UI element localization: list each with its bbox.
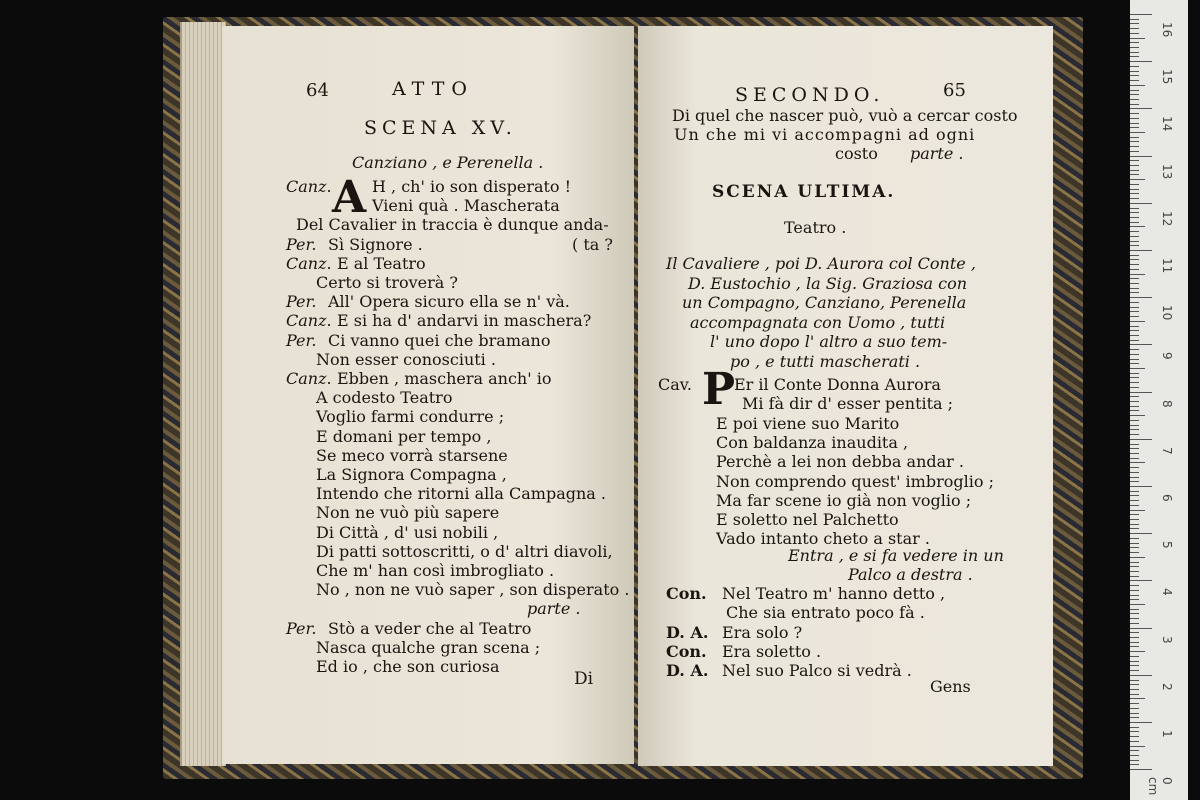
dialogue-text: Era solo ? (722, 622, 803, 642)
line-text: Stò a veder che al Teatro (328, 618, 532, 638)
ruler-tick (1130, 66, 1139, 67)
ruler-tick (1130, 576, 1139, 577)
line-text: Che m' han così imbrogliato . (316, 561, 555, 580)
ruler-tick (1130, 746, 1145, 747)
line-text: Di Città , d' usi nobili , (316, 522, 499, 542)
dialogue-text: Era soletto . (722, 641, 822, 661)
speaker-label: Canz. (286, 311, 332, 331)
ruler-tick (1130, 278, 1139, 279)
ruler-label: 1 (1160, 730, 1174, 738)
ruler-tick (1130, 203, 1152, 204)
line-text: Se meco vorrà starsene (316, 445, 508, 465)
verse-line: Ma far scene io già non voglio ; (716, 490, 972, 510)
ruler-tick (1130, 684, 1139, 685)
speaker-label: Cav. (658, 375, 693, 394)
scene-setting: Teatro . (784, 218, 847, 237)
ruler-tick (1130, 330, 1139, 331)
speaker-label: Canz. (286, 253, 332, 273)
catchword: Gens (930, 677, 971, 696)
ruler-tick (1130, 19, 1139, 20)
ruler-tick (1130, 434, 1139, 435)
ruler-tick (1130, 769, 1152, 770)
page-number: 65 (943, 80, 966, 101)
ruler-tick (1130, 410, 1139, 411)
ruler-tick (1130, 359, 1139, 360)
ruler-tick (1130, 566, 1139, 567)
stage-direction: Palco a destra . (848, 565, 973, 584)
ruler-tick (1130, 392, 1152, 393)
ruler-tick (1130, 33, 1139, 34)
ruler-tick (1130, 486, 1152, 487)
ruler-tick (1130, 736, 1139, 737)
ruler-tick (1130, 689, 1139, 690)
left-page (222, 26, 634, 764)
ruler-tick (1130, 741, 1139, 742)
ruler-tick (1130, 694, 1139, 695)
ruler-tick (1130, 141, 1139, 142)
ruler-tick (1130, 52, 1139, 53)
ruler-tick (1130, 61, 1152, 62)
ruler-tick (1130, 156, 1152, 157)
ruler-tick (1130, 151, 1139, 152)
ruler-label: 6 (1160, 494, 1174, 502)
line-text: parte . (527, 599, 581, 619)
ruler-label: 7 (1160, 446, 1174, 455)
ruler-tick (1130, 651, 1145, 652)
ruler-label: 16 (1160, 22, 1174, 38)
ruler-tick (1130, 472, 1139, 473)
ruler-tick (1130, 321, 1145, 322)
catchword: Di (574, 669, 594, 689)
ruler-tick (1130, 377, 1139, 378)
line-text: H , ch' io son disperato ! (372, 177, 572, 196)
ruler-tick (1130, 528, 1139, 529)
ruler-tick (1130, 656, 1139, 657)
ruler-tick (1130, 396, 1139, 397)
ruler-tick (1130, 538, 1139, 539)
speaker-label: Per. (286, 292, 317, 312)
ruler-tick (1130, 703, 1139, 704)
line-text: Sì Signore . (328, 234, 423, 254)
ruler-label: 10 (1160, 305, 1174, 321)
ruler-tick (1130, 595, 1139, 596)
ruler-tick (1130, 14, 1152, 15)
ruler-tick (1130, 571, 1139, 572)
ruler-tick (1130, 618, 1139, 619)
ruler-tick (1130, 373, 1139, 374)
ruler-tick (1130, 316, 1139, 317)
ruler-tick (1130, 755, 1139, 756)
ruler-tick (1130, 231, 1139, 232)
ruler-tick (1130, 38, 1145, 39)
cast-line: accompagnata con Uomo , tutti (690, 312, 946, 332)
speaker-label: Con. (666, 641, 707, 661)
line-text: La Signora Compagna , (316, 465, 507, 484)
ruler-tick (1130, 425, 1139, 426)
ruler-label: 13 (1160, 163, 1174, 179)
ruler-tick (1130, 75, 1139, 76)
ruler-tick (1130, 680, 1139, 681)
dialogue-text: Nel Teatro m' hanno detto , (722, 584, 946, 603)
ruler-tick (1130, 505, 1139, 506)
ruler-label: 4 (1160, 588, 1174, 597)
page-edges (180, 22, 226, 766)
ruler-tick (1130, 113, 1139, 114)
running-head: SECONDO. (735, 84, 885, 106)
ruler-tick (1130, 264, 1139, 265)
ruler-tick (1130, 675, 1152, 676)
ruler-tick (1130, 500, 1139, 501)
ruler-tick (1130, 458, 1139, 459)
ruler-label: 3 (1160, 635, 1174, 644)
ruler-tick (1130, 189, 1139, 190)
ruler-tick (1130, 42, 1139, 43)
speaker-label: Con. (666, 584, 707, 603)
ruler-tick (1130, 519, 1139, 520)
ruler-tick (1130, 297, 1152, 298)
line-text: Certo si troverà ? (316, 273, 458, 292)
ruler-tick (1130, 123, 1139, 124)
ruler-tick (1130, 713, 1139, 714)
ruler-tick (1130, 401, 1139, 402)
ruler-tick (1130, 604, 1145, 605)
ruler-tick (1130, 444, 1139, 445)
line-text: Non ne vuò più sapere (316, 503, 500, 523)
ruler-tick (1130, 717, 1139, 718)
stage-direction: Entra , e si fa vedere in un (788, 546, 1004, 565)
text-line: Un che mi vi accompagni ad ogni (674, 125, 976, 144)
line-text: Intendo che ritorni alla Campagna . (316, 484, 606, 504)
ruler-tick (1130, 108, 1152, 109)
ruler-tick (1130, 354, 1139, 355)
ruler-tick (1130, 533, 1152, 534)
ruler-tick (1130, 547, 1139, 548)
ruler-tick (1130, 722, 1152, 723)
ruler-tick (1130, 514, 1139, 515)
ruler-tick (1130, 208, 1139, 209)
ruler-tick (1130, 179, 1145, 180)
cast-line: Il Cavaliere , poi D. Aurora col Conte , (666, 254, 976, 273)
line-text: E si ha d' andarvi in maschera? (337, 311, 592, 331)
ruler-tick (1130, 28, 1139, 29)
page-number: 64 (306, 80, 329, 101)
ruler-label: 5 (1160, 541, 1174, 549)
text-line: Di quel che nascer può, vuò a cercar costo (672, 106, 1018, 125)
ruler-tick (1130, 731, 1139, 732)
ruler-tick (1130, 406, 1139, 407)
ruler-tick (1130, 429, 1139, 430)
ruler-tick (1130, 160, 1139, 161)
ruler-tick (1130, 245, 1139, 246)
verse-line: Perchè a lei non debba andar . (716, 452, 964, 472)
ruler-label: 2 (1160, 682, 1174, 691)
speaker-label: Canz. (286, 369, 332, 388)
line-text: Ed io , che son curiosa (316, 657, 500, 676)
verse-line: Con baldanza inaudita , (716, 432, 909, 452)
ruler-tick (1130, 217, 1139, 218)
ruler-tick (1130, 382, 1139, 383)
speaker-label: Per. (286, 618, 317, 638)
ruler-tick (1130, 71, 1139, 72)
line-text: E domani per tempo , (316, 426, 492, 446)
line-text: Ebben , maschera anch' io (337, 369, 552, 388)
ruler-tick (1130, 184, 1139, 185)
ruler-tick (1130, 23, 1139, 24)
ruler-tick (1130, 146, 1139, 147)
ruler-tick (1130, 661, 1139, 662)
verse-line: E soletto nel Palchetto (716, 510, 899, 530)
ruler-tick (1130, 462, 1145, 463)
ruler-tick (1130, 477, 1139, 478)
ruler-tick (1130, 274, 1145, 275)
ruler-tick (1130, 613, 1139, 614)
ruler-tick (1130, 326, 1139, 327)
ruler-tick (1130, 524, 1139, 525)
ruler-tick (1130, 137, 1139, 138)
cast-line: po , e tutti mascherati . (730, 351, 921, 371)
ruler-tick (1130, 94, 1139, 95)
speaker-label: D. A. (666, 622, 709, 642)
ruler-tick (1130, 510, 1145, 511)
ruler-tick (1130, 632, 1139, 633)
ruler-label: 8 (1160, 399, 1174, 408)
ruler-tick (1130, 311, 1139, 312)
ruler-tick (1130, 637, 1139, 638)
ruler-tick (1130, 642, 1139, 643)
measurement-ruler (1130, 0, 1188, 800)
ruler-tick (1130, 198, 1139, 199)
ruler-tick (1130, 212, 1139, 213)
scene-characters: Canziano , e Perenella . (352, 153, 544, 172)
cast-line: l' uno dopo l' altro a suo tem- (710, 332, 948, 351)
ruler-tick (1130, 132, 1145, 133)
ruler-tick (1130, 104, 1139, 105)
dialogue-text: Nel suo Palco si vedrà . (722, 661, 912, 681)
ruler-tick (1130, 623, 1139, 624)
ruler-tick (1130, 47, 1139, 48)
speaker-label: D. A. (666, 661, 709, 681)
ruler-tick (1130, 599, 1139, 600)
ruler-tick (1130, 80, 1139, 81)
ruler-tick (1130, 590, 1139, 591)
ruler-tick (1130, 708, 1139, 709)
cast-line: D. Eustochio , la Sig. Graziosa con (688, 273, 968, 293)
ruler-tick (1130, 118, 1139, 119)
ruler-tick (1130, 387, 1139, 388)
line-text: Voglio farmi condurre ; (316, 407, 505, 427)
ruler-tick (1130, 750, 1139, 751)
ruler-tick (1130, 557, 1145, 558)
ruler-tick (1130, 491, 1139, 492)
ruler-tick (1130, 495, 1139, 496)
ruler-tick (1130, 646, 1139, 647)
ruler-label: 9 (1160, 352, 1174, 361)
ruler-tick (1130, 552, 1139, 553)
ruler-tick (1130, 481, 1139, 482)
ruler-tick (1130, 760, 1139, 761)
ruler-tick (1130, 283, 1139, 284)
scene-title: SCENA XV. (364, 117, 517, 139)
drop-cap: P (702, 364, 736, 415)
ruler-tick (1130, 349, 1139, 350)
ruler-tick (1130, 241, 1139, 242)
ruler-tick (1130, 90, 1139, 91)
line-text: Ci vanno quei che bramano (328, 330, 551, 350)
ruler-tick (1130, 250, 1152, 251)
line-text: Nasca qualche gran scena ; (316, 637, 541, 657)
ruler-tick (1130, 628, 1152, 629)
ruler-tick (1130, 698, 1145, 699)
ruler-tick (1130, 448, 1139, 449)
ruler-tick (1130, 335, 1139, 336)
ruler-tick (1130, 363, 1139, 364)
ruler-tick (1130, 85, 1145, 86)
line-text: E al Teatro (337, 253, 426, 273)
ruler-tick (1130, 302, 1139, 303)
running-head: ATTO (392, 78, 474, 100)
speaker-label: Per. (286, 234, 317, 254)
line-text: Vieni quà . Mascherata (372, 196, 560, 216)
ruler-tick (1130, 727, 1139, 728)
ruler-tick (1130, 170, 1139, 171)
right-page (638, 26, 1053, 766)
text-line: costo (835, 144, 878, 163)
ruler-tick (1130, 665, 1139, 666)
verse-line: Mi fà dir d' esser pentita ; (742, 394, 954, 414)
ruler-label: 14 (1160, 116, 1174, 132)
line-text: Del Cavalier in traccia è dunque anda- (296, 215, 609, 235)
ruler-tick (1130, 99, 1139, 100)
ruler-tick (1130, 453, 1139, 454)
verse-line: Er il Conte Donna Aurora (734, 375, 941, 394)
ruler-tick (1130, 259, 1139, 260)
ruler-label: 12 (1160, 210, 1174, 227)
ruler-tick (1130, 226, 1145, 227)
ruler-tick (1130, 193, 1139, 194)
verse-line: Vado intanto cheto a star . (716, 529, 930, 549)
drop-cap: A (332, 172, 367, 223)
cast-line: un Compagno, Canziano, Perenella (682, 293, 967, 312)
ruler-tick (1130, 562, 1139, 563)
line-text: All' Opera sicuro ella se n' và. (328, 292, 570, 312)
stage-direction: parte . (910, 144, 964, 163)
line-text: A codesto Teatro (316, 388, 453, 408)
speaker-label: Canz. (286, 177, 332, 196)
ruler-tick (1130, 580, 1152, 581)
ruler-tick (1130, 368, 1145, 369)
ruler-tick (1130, 292, 1139, 293)
line-text: No , non ne vuò saper , son disperato . (316, 580, 630, 600)
ruler-tick (1130, 340, 1139, 341)
line-text: Di patti sottoscritti, o d' altri diavoli, (316, 541, 613, 561)
ruler-tick (1130, 255, 1139, 256)
ruler-tick (1130, 439, 1152, 440)
ruler-tick (1130, 764, 1139, 765)
ruler-tick (1130, 585, 1139, 586)
verse-line: Non comprendo quest' imbroglio ; (716, 471, 994, 491)
scene-title: SCENA ULTIMA. (712, 182, 896, 202)
ruler-label: 0 cm (1146, 777, 1174, 796)
dialogue-text: Che sia entrato poco fà . (726, 603, 925, 623)
speaker-label: Per. (286, 330, 317, 350)
ruler-tick (1130, 420, 1139, 421)
ruler-tick (1130, 467, 1139, 468)
ruler-tick (1130, 415, 1145, 416)
ruler-tick (1130, 236, 1139, 237)
ruler-tick (1130, 307, 1139, 308)
ruler-tick (1130, 165, 1139, 166)
ruler-tick (1130, 288, 1139, 289)
ruler-tick (1130, 56, 1139, 57)
line-text: Non esser conosciuti . (316, 349, 496, 369)
line-end: ( ta ? (572, 234, 613, 254)
ruler-tick (1130, 174, 1139, 175)
ruler-label: 15 (1160, 69, 1174, 85)
ruler-tick (1130, 670, 1139, 671)
ruler-tick (1130, 222, 1139, 223)
ruler-tick (1130, 269, 1139, 270)
ruler-tick (1130, 609, 1139, 610)
ruler-label: 11 (1160, 258, 1174, 274)
ruler-tick (1130, 127, 1139, 128)
ruler-tick (1130, 344, 1152, 345)
ruler-tick (1130, 543, 1139, 544)
verse-line: E poi viene suo Marito (716, 413, 900, 433)
